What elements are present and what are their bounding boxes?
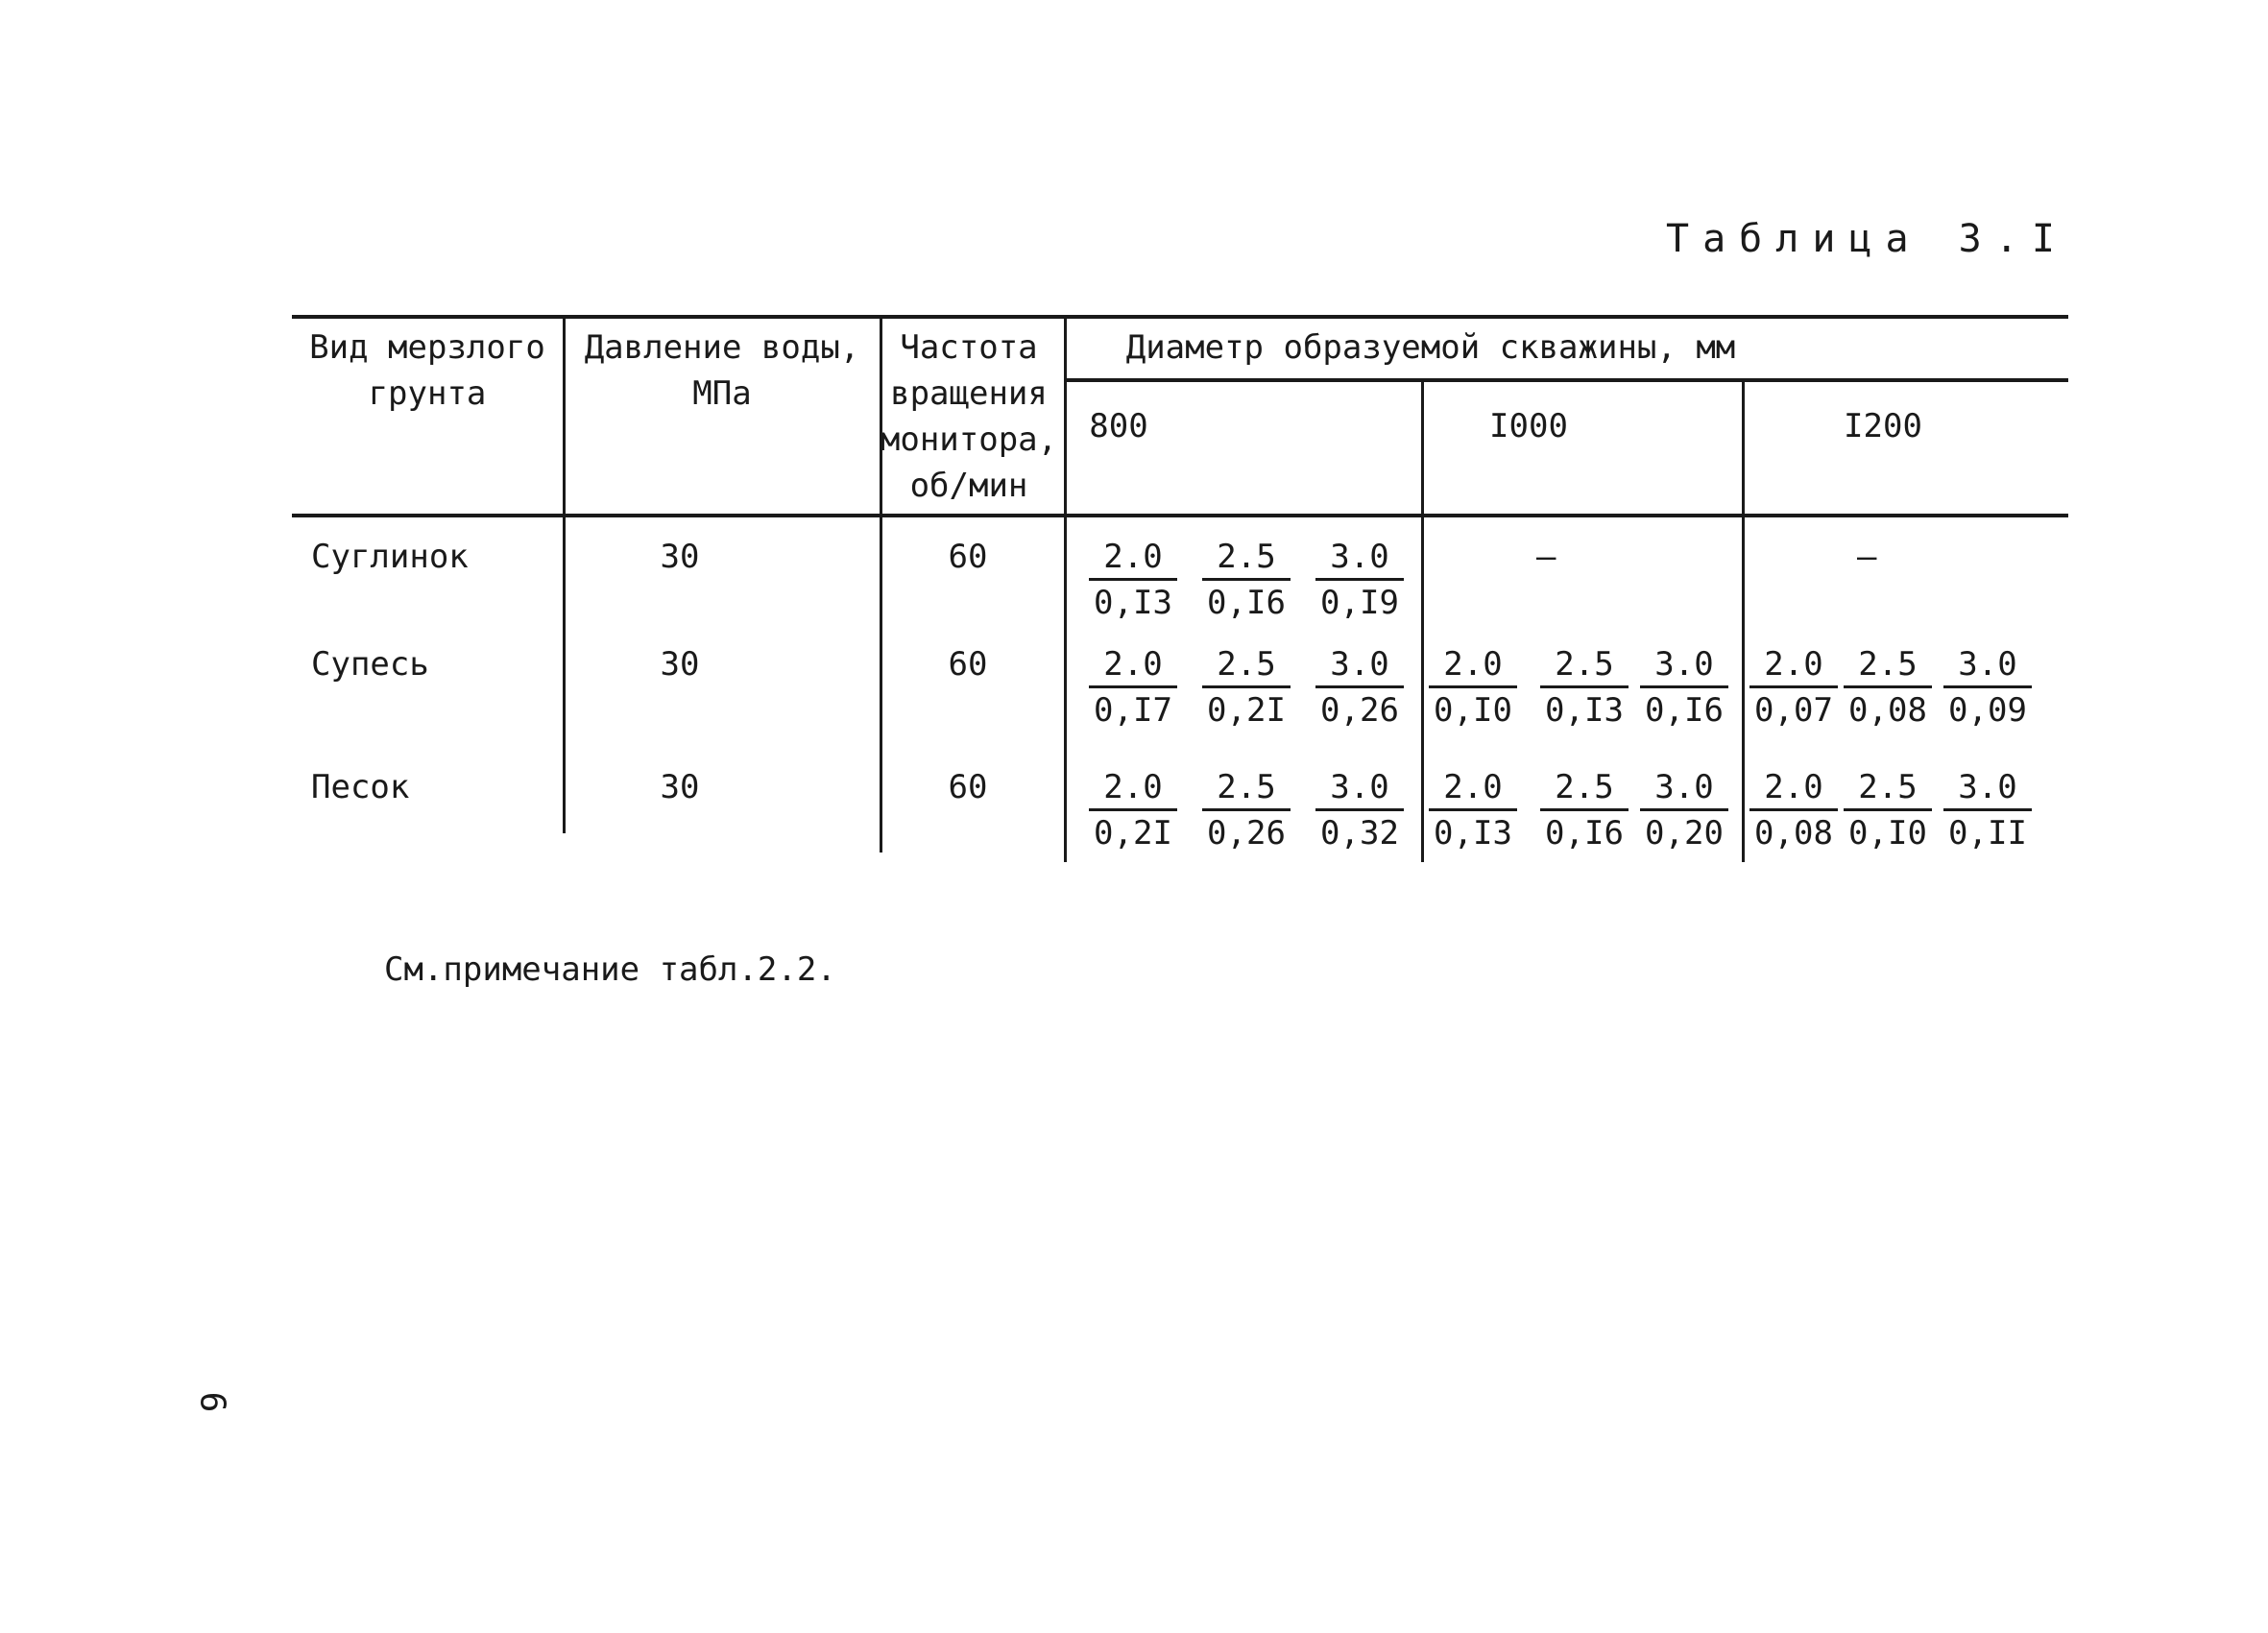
header-rotation-1: Частота bbox=[900, 328, 1038, 367]
top-rule bbox=[292, 315, 2068, 319]
col-divider-4 bbox=[1421, 378, 1424, 862]
header-rotation-3: монитора, bbox=[880, 420, 1058, 459]
row3-d1200-frac-2: $\frac{2.5}{0,I0}$ bbox=[1840, 766, 1936, 855]
row3-d1000-frac-1: $\frac{2.0}{0,I3}$ bbox=[1425, 766, 1521, 855]
row3-d1200-frac-3: $\frac{3.0}{0,II}$ bbox=[1940, 766, 2036, 855]
row1-d1200-dash: – bbox=[1857, 538, 1877, 576]
table-note: См.примечание табл.2.2. bbox=[384, 950, 836, 989]
row2-soil: Супесь bbox=[311, 645, 429, 684]
row2-d1200-frac-2: $\frac{2.5}{0,08}$ bbox=[1840, 643, 1936, 732]
row2-d1000-frac-2: $\frac{2.5}{0,I3}$ bbox=[1536, 643, 1632, 732]
row1-rotation: 60 bbox=[948, 538, 988, 576]
header-rotation-2: вращения bbox=[890, 374, 1048, 413]
row1-soil: Суглинок bbox=[311, 538, 469, 576]
row2-rotation: 60 bbox=[948, 645, 988, 684]
row2-d1200-frac-1: $\frac{2.0}{0,07}$ bbox=[1746, 643, 1842, 732]
header-water-pressure-1: Давление воды, bbox=[584, 328, 860, 367]
row3-d1000-frac-2: $\frac{2.5}{0,I6}$ bbox=[1536, 766, 1632, 855]
row2-d1200-frac-3: $\frac{3.0}{0,09}$ bbox=[1940, 643, 2036, 732]
row2-d800-frac-3: $\frac{3.0}{0,26}$ bbox=[1312, 643, 1408, 732]
header-diameter: Диаметр образуемой скважины, мм bbox=[1125, 328, 1736, 367]
col-divider-5 bbox=[1742, 378, 1745, 862]
row1-d1000-dash: – bbox=[1536, 538, 1556, 576]
row1-d800-frac-2: $\frac{2.5}{0,I6}$ bbox=[1198, 536, 1294, 625]
row2-d800-frac-1: $\frac{2.0}{0,I7}$ bbox=[1085, 643, 1181, 732]
table-title: Таблица 3.I bbox=[1666, 217, 2068, 261]
row2-d1000-frac-1: $\frac{2.0}{0,I0}$ bbox=[1425, 643, 1521, 732]
header-bottom-rule bbox=[292, 514, 2068, 517]
row3-d800-frac-2: $\frac{2.5}{0,26}$ bbox=[1198, 766, 1294, 855]
data-table bbox=[292, 315, 2068, 872]
row3-soil: Песок bbox=[311, 768, 410, 806]
row3-d1200-frac-1: $\frac{2.0}{0,08}$ bbox=[1746, 766, 1842, 855]
row2-pressure: 30 bbox=[660, 645, 700, 684]
header-water-pressure-2: МПа bbox=[692, 374, 752, 413]
diameter-subheader-rule bbox=[1066, 378, 2068, 382]
row3-d800-frac-3: $\frac{3.0}{0,32}$ bbox=[1312, 766, 1408, 855]
row1-d800-frac-3: $\frac{3.0}{0,I9}$ bbox=[1312, 536, 1408, 625]
header-soil-type: Вид мерзлого грунта bbox=[309, 328, 545, 413]
header-d1200: I200 bbox=[1844, 407, 1922, 445]
header-d800: 800 bbox=[1089, 407, 1148, 445]
header-rotation-4: об/мин bbox=[909, 467, 1028, 505]
header-d1000: I000 bbox=[1489, 407, 1568, 445]
row1-pressure: 30 bbox=[660, 538, 700, 576]
row1-d800-frac-1: $\frac{2.0}{0,I3}$ bbox=[1085, 536, 1181, 625]
row3-rotation: 60 bbox=[948, 768, 988, 806]
row3-pressure: 30 bbox=[660, 768, 700, 806]
row2-d1000-frac-3: $\frac{3.0}{0,I6}$ bbox=[1636, 643, 1732, 732]
row3-d1000-frac-3: $\frac{3.0}{0,20}$ bbox=[1636, 766, 1732, 855]
page-number: 6 bbox=[192, 1391, 232, 1413]
row3-d800-frac-1: $\frac{2.0}{0,2I}$ bbox=[1085, 766, 1181, 855]
row2-d800-frac-2: $\frac{2.5}{0,2I}$ bbox=[1198, 643, 1294, 732]
